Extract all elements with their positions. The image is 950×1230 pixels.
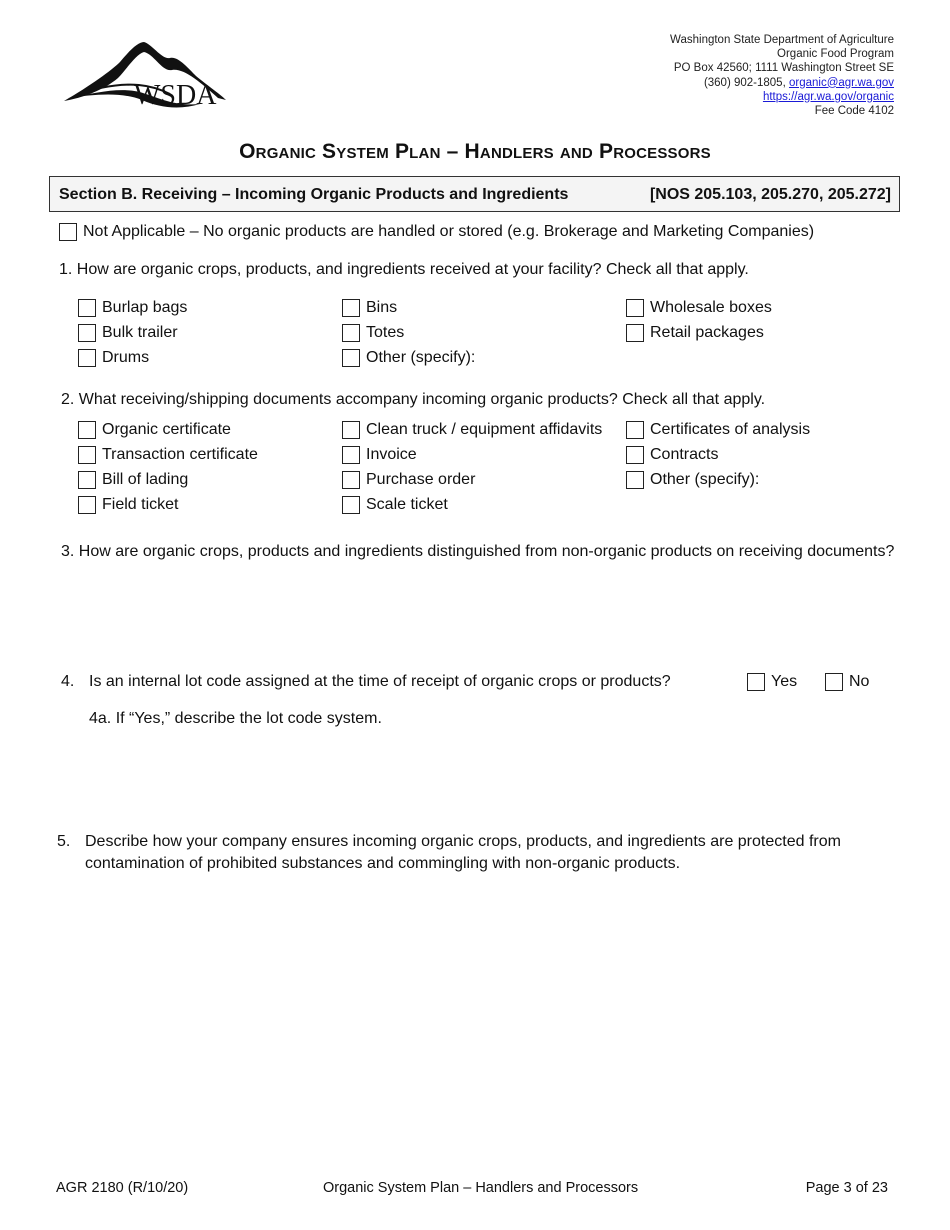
question-5-line-1: Describe how your company ensures incoming organic crops, products, and ingredients are protected from — [85, 833, 841, 850]
agency-phone-email — [670, 76, 894, 90]
q1-checkbox[interactable] — [78, 349, 96, 367]
q1-checkbox[interactable] — [78, 324, 96, 342]
q1-option[interactable] — [626, 324, 764, 342]
q1-checkbox[interactable] — [342, 349, 360, 367]
q5-answer-area[interactable] — [85, 885, 885, 1145]
q2-checkbox[interactable] — [626, 471, 644, 489]
q1-option[interactable] — [342, 299, 397, 317]
q2-option[interactable] — [626, 421, 810, 439]
q2-checkbox[interactable] — [626, 446, 644, 464]
program-name: Organic Food Program — [777, 48, 894, 61]
q1-option[interactable] — [78, 324, 178, 342]
q2-option-label: Field ticket — [102, 496, 179, 513]
q1-checkbox[interactable] — [78, 299, 96, 317]
q2-option[interactable] — [78, 471, 188, 489]
q4-yes-option[interactable] — [747, 673, 797, 691]
not-applicable-checkbox[interactable] — [59, 223, 77, 241]
q2-option-label: Other (specify): — [650, 471, 760, 488]
page-number: Page 3 of 23 — [805, 1180, 888, 1196]
q1-checkbox[interactable] — [626, 324, 644, 342]
question-3: 3. How are organic crops, products and ingredients distinguished from non-organic products on receiving documents? — [61, 543, 895, 560]
q1-checkbox[interactable] — [626, 299, 644, 317]
question-5-number: 5. — [57, 833, 71, 850]
q1-option[interactable] — [626, 299, 772, 317]
agency-name: Washington State Department of Agriculture — [670, 34, 894, 46]
q1-option-label: Bins — [366, 299, 398, 316]
website-link[interactable]: https://agr.wa.gov/organic — [762, 90, 894, 103]
question-1: 1. How are organic crops, products, and ingredients received at your facility? Check all that apply. — [59, 261, 749, 278]
q2-checkbox[interactable] — [342, 421, 360, 439]
q2-option[interactable] — [78, 496, 178, 514]
question-4: Is an internal lot code assigned at the time of receipt of organic crops or products? — [89, 673, 671, 690]
q1-checkbox[interactable] — [342, 299, 360, 317]
q2-option-label: Organic certificate — [102, 421, 231, 438]
agency-address: PO Box 42560; 1111 Washington Street SE — [673, 62, 894, 75]
section-reference: [NOS 205.103, 205.270, 205.272] — [649, 186, 891, 203]
question-2: 2. What receiving/shipping documents accompany incoming organic products? Check all that apply. — [61, 391, 766, 408]
not-applicable-option[interactable] — [59, 223, 814, 241]
q1-option[interactable] — [78, 349, 149, 367]
email-link[interactable]: organic@agr.wa.gov — [788, 76, 894, 89]
q4-no-option[interactable] — [825, 673, 869, 691]
question-4-number: 4. — [61, 673, 75, 690]
q1-option-label: Burlap bags — [102, 299, 188, 316]
q2-option-label: Certificates of analysis — [650, 421, 811, 438]
section-label: Section B. Receiving – Incoming Organic Products and Ingredients — [59, 186, 569, 203]
q2-option-label: Clean truck / equipment affidavits — [366, 421, 603, 438]
fee-code: Fee Code 4102 — [814, 105, 894, 118]
q2-option-label: Invoice — [366, 446, 417, 463]
page-title: Organic System Plan – Handlers and Processors — [239, 140, 711, 163]
form-id: AGR 2180 (R/10/20) — [56, 1180, 189, 1196]
q4-yes-checkbox[interactable] — [747, 673, 765, 691]
q2-checkbox[interactable] — [342, 446, 360, 464]
q2-checkbox[interactable] — [78, 496, 96, 514]
agency-contact-block — [670, 33, 894, 118]
q2-option-label: Contracts — [650, 446, 719, 463]
q1-option[interactable] — [342, 349, 475, 367]
q2-checkbox[interactable] — [342, 471, 360, 489]
q1-option[interactable] — [78, 299, 187, 317]
q1-option[interactable] — [342, 324, 404, 342]
footer-doc-title: Organic System Plan – Handlers and Processors — [323, 1180, 639, 1196]
q2-checkbox[interactable] — [342, 496, 360, 514]
q2-option-label: Scale ticket — [366, 496, 448, 513]
q2-checkbox[interactable] — [78, 446, 96, 464]
q2-option[interactable] — [342, 496, 448, 514]
q4-yes-label: Yes — [771, 673, 798, 690]
q2-option-label: Bill of lading — [102, 471, 189, 488]
q1-option-label: Wholesale boxes — [650, 299, 772, 316]
q1-option-label: Bulk trailer — [102, 324, 178, 341]
q4a-answer-area[interactable] — [89, 735, 879, 820]
q2-option[interactable] — [78, 446, 258, 464]
agency-phone: (360) 902-1805, — [703, 76, 789, 89]
q2-option[interactable] — [342, 421, 602, 439]
q1-option-label: Other (specify): — [366, 349, 476, 366]
not-applicable-label: Not Applicable – No organic products are handled or stored (e.g. Brokerage and Marketing Companies) — [83, 223, 815, 240]
logo-wordmark: WSDA — [134, 80, 217, 111]
q2-option[interactable] — [78, 421, 231, 439]
q2-option-label: Purchase order — [366, 471, 476, 488]
q2-option[interactable] — [342, 446, 417, 464]
q2-checkbox[interactable] — [626, 421, 644, 439]
q4-no-checkbox[interactable] — [825, 673, 843, 691]
q2-option[interactable] — [626, 471, 759, 489]
q2-checkbox[interactable] — [78, 471, 96, 489]
question-5-line-2: contamination of prohibited substances and commingling with non-organic products. — [85, 855, 681, 872]
q1-option-label: Retail packages — [650, 324, 764, 341]
q4-no-label: No — [849, 673, 870, 690]
q1-option-label: Totes — [366, 324, 405, 341]
wsda-logo — [60, 38, 232, 114]
q3-answer-area[interactable] — [80, 568, 880, 658]
q2-option-label: Transaction certificate — [102, 446, 258, 463]
q1-checkbox[interactable] — [342, 324, 360, 342]
q1-option-label: Drums — [102, 349, 150, 366]
section-header — [49, 176, 900, 212]
q2-option[interactable] — [342, 471, 475, 489]
q2-checkbox[interactable] — [78, 421, 96, 439]
question-4a: 4a. If “Yes,” describe the lot code system. — [89, 710, 382, 727]
q2-option[interactable] — [626, 446, 718, 464]
